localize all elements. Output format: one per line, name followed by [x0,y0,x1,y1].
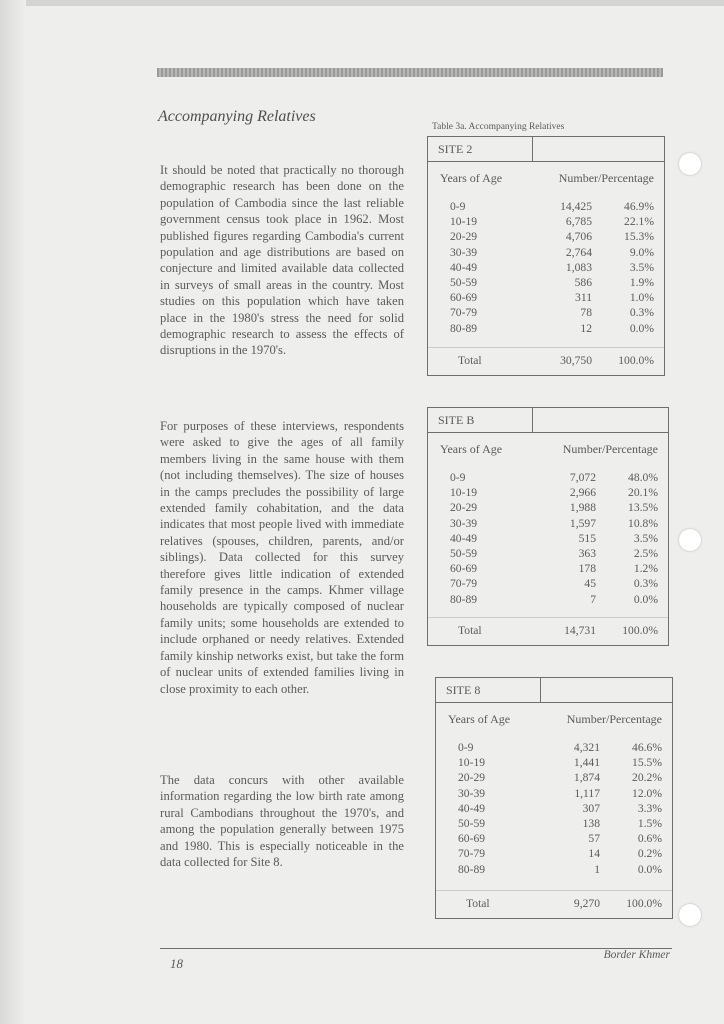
page-number: 18 [170,956,183,971]
table-row [428,214,664,229]
cell-percentage: 0.2% [637,847,662,861]
journal-name: Border Khmer [603,949,670,961]
column-header-age: Years of Age [448,712,511,726]
table-row [428,321,664,336]
total-label: Total [458,624,482,637]
site-header [428,408,668,433]
cell-number: 7 [590,592,596,606]
total-label: Total [458,354,482,367]
column-header-number-percentage: Number/Percentage [566,712,662,726]
cell-percentage: 3.5% [633,531,658,545]
cell-age: 40-49 [450,531,478,545]
total-rule [436,890,672,891]
cell-number: 515 [578,531,596,545]
table-row [436,862,672,877]
cell-number: 45 [584,577,596,591]
total-row [428,353,664,368]
cell-percentage: 22.1% [624,215,654,229]
table-row [436,816,672,831]
header-divider [532,408,533,432]
site-name: SITE B [438,413,475,427]
cell-age: 70-79 [458,847,486,861]
body-paragraph-3: The data concurs with other available information regarding the low birth rate among rural Cambodians throughout the 1970's, and among the population generally between 1975 and 1980. This is especially noticeable in the data collected for Site 8. [160,773,404,870]
table-row [428,485,668,500]
cell-number: 1,117 [574,786,600,800]
cell-percentage: 15.3% [624,230,654,244]
cell-number: 311 [575,291,592,305]
cell-percentage: 20.1% [628,486,658,500]
site-name: SITE 2 [438,142,473,156]
cell-age: 20-29 [458,771,486,785]
cell-age: 20-29 [450,230,478,244]
cell-age: 10-19 [450,486,478,500]
total-percentage: 100.0% [618,354,654,367]
cell-number: 1,441 [573,756,600,770]
cell-percentage: 0.6% [637,832,662,846]
cell-percentage: 0.0% [629,321,654,335]
cell-age: 50-59 [458,817,486,830]
table-row [436,755,672,770]
cell-percentage: 20.2% [632,771,662,785]
site-header [428,137,664,162]
total-percentage: 100.0% [622,624,658,637]
punch-hole [679,904,701,926]
cell-percentage: 3.5% [629,260,654,274]
cell-number: 4,706 [565,230,592,244]
table-row [436,770,672,785]
cell-age: 70-79 [450,306,478,320]
header-divider [532,137,533,161]
cell-age: 60-69 [458,832,486,846]
total-label: Total [466,897,490,910]
header-rule [157,68,663,77]
cell-age: 10-19 [450,215,478,229]
table-caption: Table 3a. Accompanying Relatives [432,122,565,132]
table-row [428,470,668,485]
cell-age: 50-59 [450,276,478,289]
cell-percentage: 2.5% [633,547,658,560]
cell-number: 1,083 [565,260,592,274]
cell-age: 50-59 [450,547,478,560]
table-row [436,846,672,861]
column-header-number-percentage: Number/Percentage [558,171,654,185]
total-rule [428,617,668,618]
cell-age: 40-49 [450,260,478,274]
cell-number: 586 [574,276,592,289]
page-top-edge [0,0,724,6]
cell-percentage: 48.0% [628,471,658,484]
cell-age: 30-39 [458,786,486,800]
table-row [428,199,664,214]
cell-number: 2,966 [569,486,596,500]
table-row [428,275,664,290]
cell-number: 178 [578,562,596,576]
cell-age: 80-89 [458,862,486,876]
table-row [436,740,672,755]
cell-percentage: 0.0% [633,592,658,606]
footer-rule [160,948,672,949]
cell-number: 7,072 [569,471,596,484]
table-row [428,531,668,546]
cell-number: 1,597 [569,516,596,530]
cell-number: 14,425 [560,200,592,213]
cell-number: 1,874 [573,771,600,785]
table-row [428,546,668,561]
cell-number: 14 [588,847,600,861]
cell-number: 1 [594,862,600,876]
total-number: 9,270 [573,897,600,910]
column-header-number-percentage: Number/Percentage [562,442,658,456]
cell-percentage: 13.5% [628,501,658,515]
body-paragraph-2: For purposes of these interviews, respondents were asked to give the ages of all family members living in the same house with them (not including themselves). The size of houses in the camps precludes the possibility of large extended family cohabitation, and the data indicates that most people lived with immediate relatives (spouses, children, parents, and/or siblings). Data collected for this survey therefore gives little indication of extended family presence in the camps. Khmer village households are typically composed of nuclear family units; some households are extended to include orphaned or needy relatives. Extended family kinship networks exist, but take the form of nuclear units of extended families living in close proximity to each other. [160,419,404,696]
cell-age: 30-39 [450,516,478,530]
cell-number: 1,988 [569,501,596,515]
cell-percentage: 0.3% [629,306,654,320]
table-row [436,831,672,846]
cell-age: 60-69 [450,291,478,305]
cell-age: 70-79 [450,577,478,591]
cell-percentage: 15.5% [632,756,662,770]
cell-percentage: 1.2% [633,562,658,576]
table-row [428,500,668,515]
cell-number: 307 [582,801,600,815]
cell-percentage: 3.3% [637,801,662,815]
body-paragraph-1: It should be noted that practically no thorough demographic research has been done on the population of Cambodia since the last reliable government census took place in 1962. Most published figures regarding Cambodia's current population and age distributions are based on conjecture and limited available data collected in surveys of small areas in the country. Most studies on this population which have taken place in the 1980's stress the need for solid demographic research to assess the effects of disruptions in the 1970's. [160,163,404,358]
total-row [428,623,668,638]
cell-age: 0-9 [450,200,466,213]
cell-age: 40-49 [458,801,486,815]
cell-age: 60-69 [450,562,478,576]
section-title: Accompanying Relatives [158,108,316,125]
cell-number: 12 [580,321,592,335]
table-row [436,801,672,816]
cell-number: 6,785 [565,215,592,229]
cell-percentage: 1.0% [629,291,654,305]
column-header-age: Years of Age [440,171,503,185]
cell-percentage: 1.5% [637,817,662,830]
cell-number: 2,764 [565,245,592,259]
header-divider [540,678,541,702]
cell-percentage: 1.9% [629,276,654,289]
cell-age: 80-89 [450,321,478,335]
total-percentage: 100.0% [626,897,662,910]
table-row [428,305,664,320]
cell-percentage: 12.0% [632,786,662,800]
cell-age: 80-89 [450,592,478,606]
cell-percentage: 0.0% [637,862,662,876]
table-row [436,786,672,801]
site-table [435,677,673,919]
table-row [428,516,668,531]
cell-age: 20-29 [450,501,478,515]
site-table [427,407,669,646]
table-row [428,229,664,244]
column-header-age: Years of Age [440,442,503,456]
cell-age: 0-9 [458,741,474,754]
table-row [428,576,668,591]
table-row [428,561,668,576]
cell-age: 0-9 [450,471,466,484]
site-header [436,678,672,703]
cell-percentage: 46.6% [632,741,662,754]
cell-age: 10-19 [458,756,486,770]
site-name: SITE 8 [446,683,481,697]
site-table [427,136,665,376]
total-number: 30,750 [560,354,592,367]
table-row [428,290,664,305]
total-rule [428,347,664,348]
cell-age: 30-39 [450,245,478,259]
cell-percentage: 46.9% [624,200,654,213]
cell-number: 78 [580,306,592,320]
cell-number: 4,321 [573,741,600,754]
cell-percentage: 9.0% [629,245,654,259]
cell-percentage: 10.8% [628,516,658,530]
punch-hole [679,529,701,551]
table-row [428,245,664,260]
cell-number: 57 [588,832,600,846]
table-row [428,592,668,607]
page-left-shadow [0,0,26,1024]
cell-number: 138 [582,817,600,830]
total-number: 14,731 [564,624,596,637]
total-row [436,896,672,911]
table-row [428,260,664,275]
punch-hole [679,153,701,175]
cell-number: 363 [578,547,596,560]
cell-percentage: 0.3% [633,577,658,591]
